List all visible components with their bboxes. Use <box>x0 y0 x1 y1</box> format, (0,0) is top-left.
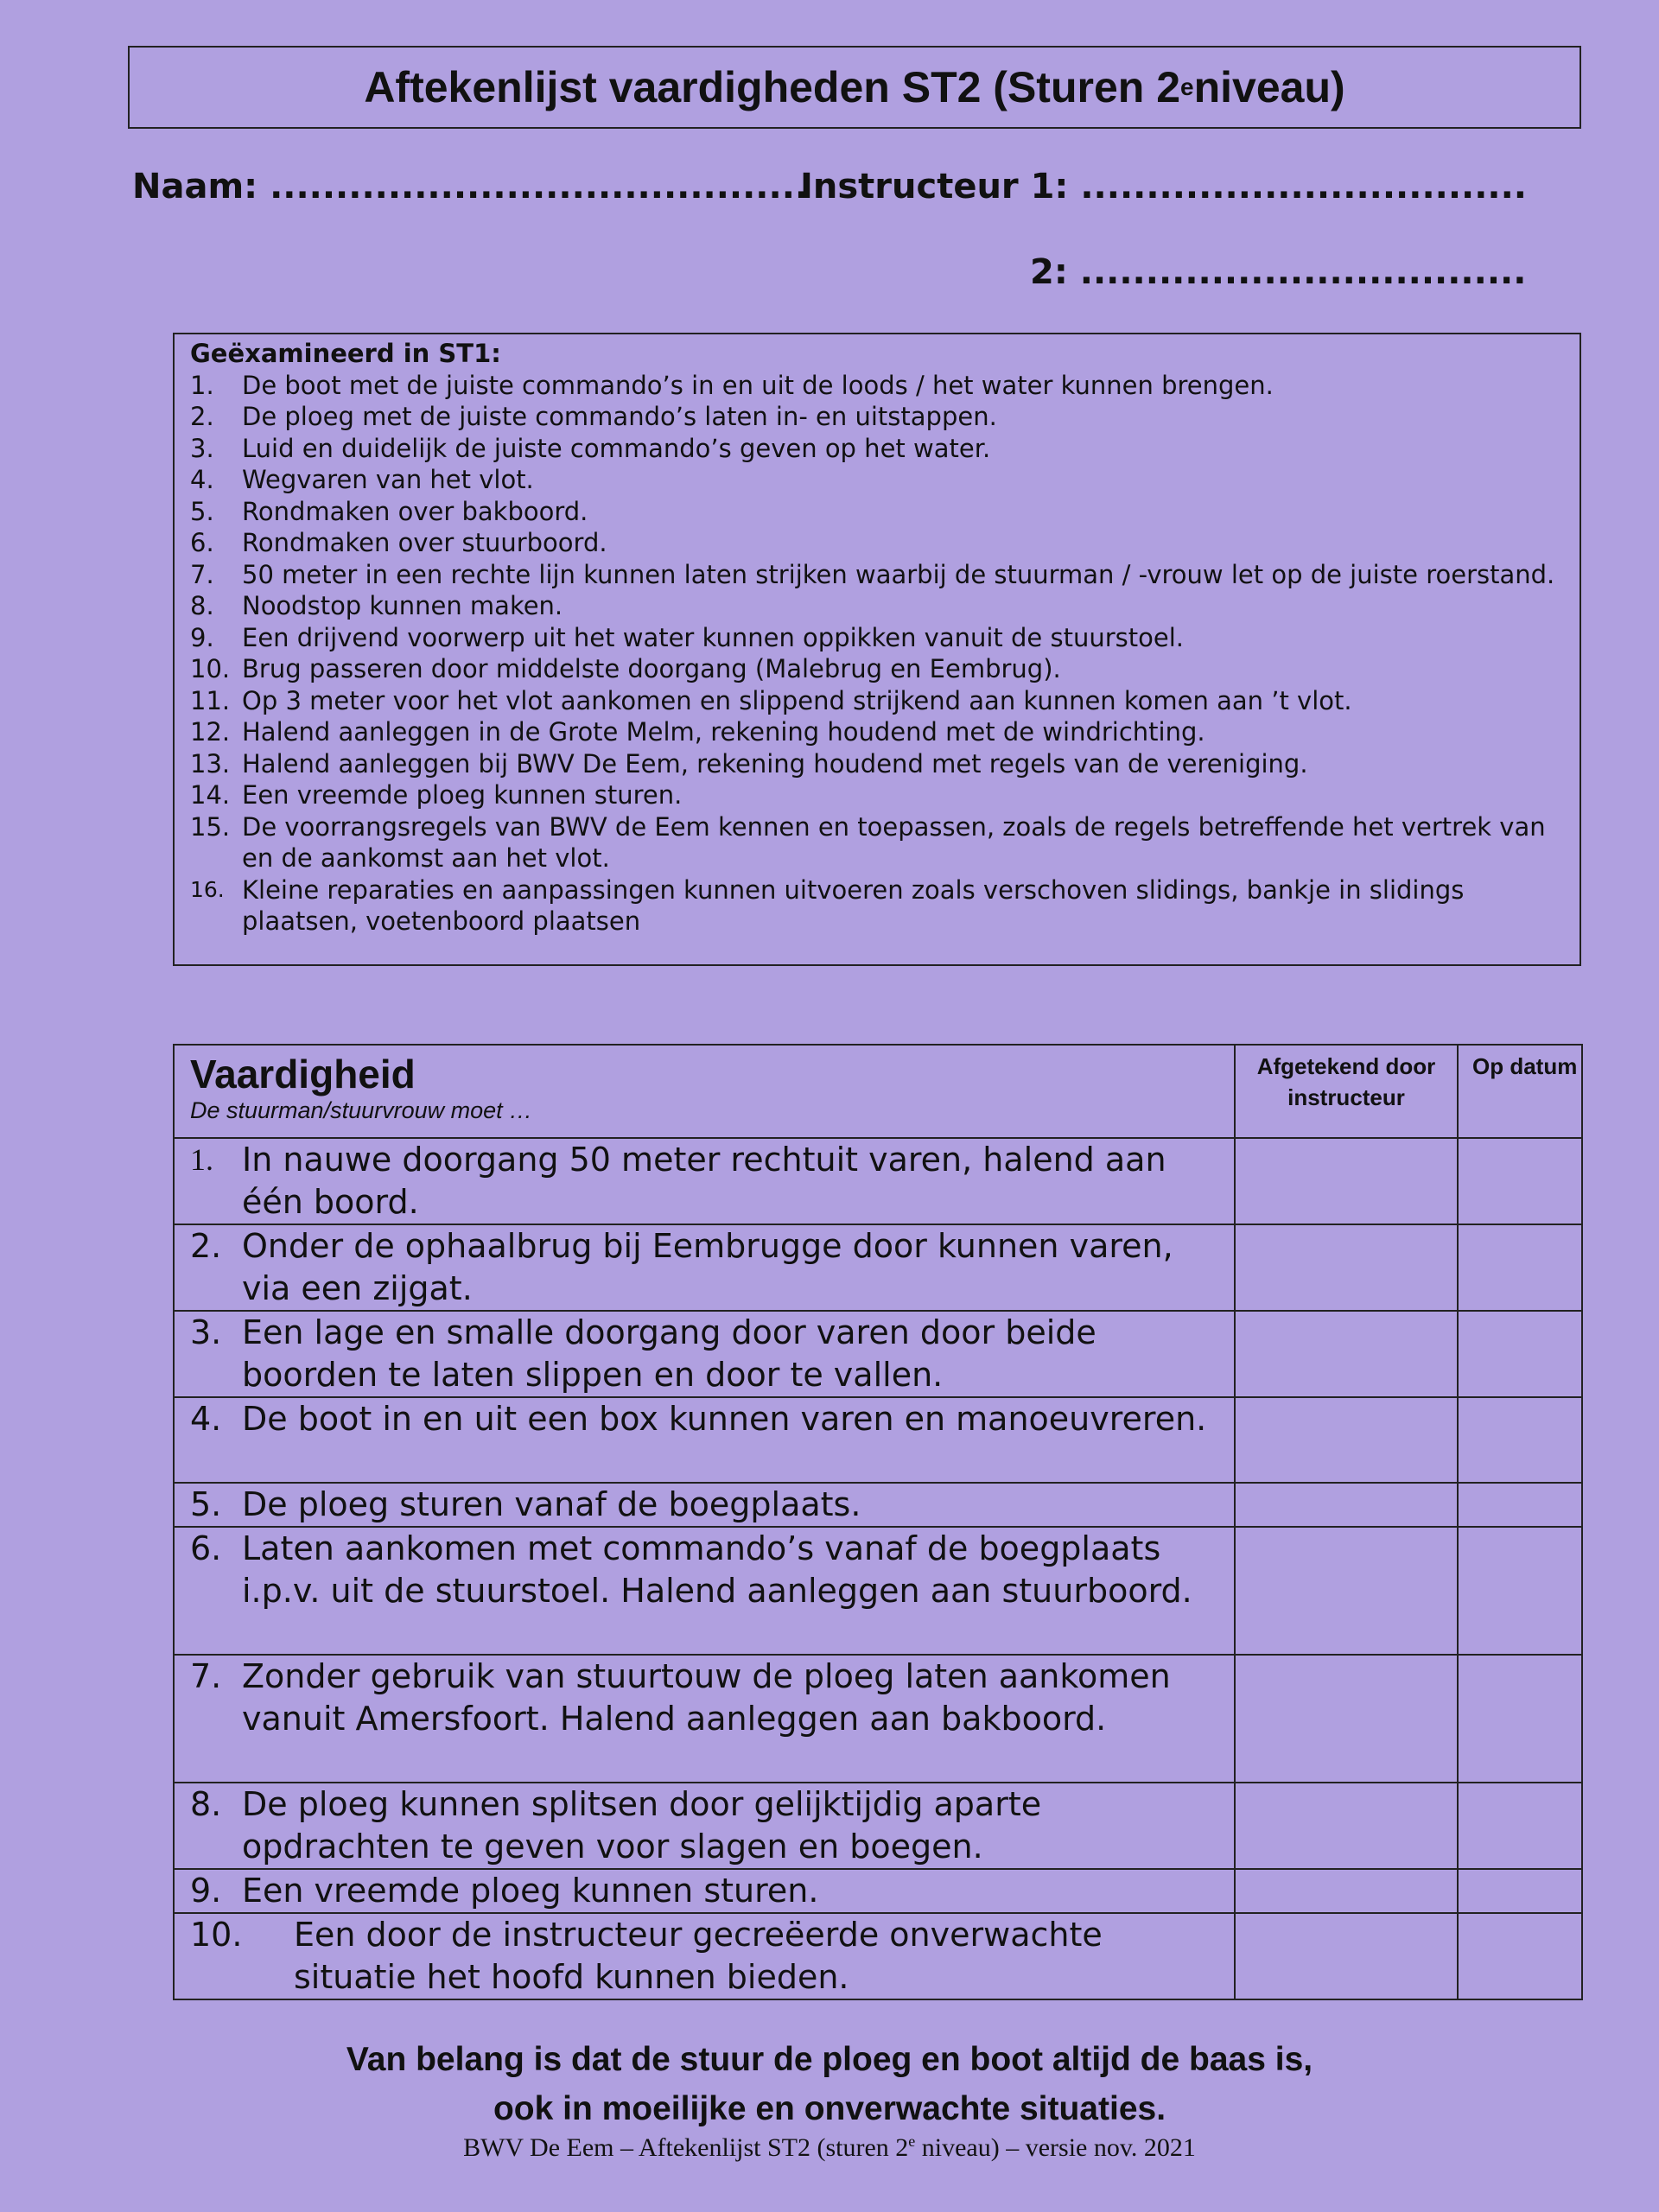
footer-sup: e <box>908 2133 916 2150</box>
title-sup: e <box>1180 73 1194 100</box>
date-cell[interactable] <box>1458 1655 1582 1783</box>
table-row <box>174 1913 1582 1999</box>
skill-entry <box>175 1398 1234 1440</box>
instructeur2-field[interactable] <box>1030 252 1526 292</box>
list-item <box>190 779 1564 811</box>
skill-number: 2. <box>190 1227 222 1265</box>
instructeur1-label: Instructeur 1: <box>800 167 1069 207</box>
signoff-cell[interactable] <box>1235 1913 1458 1999</box>
skill-cell <box>174 1224 1235 1311</box>
signoff-cell[interactable] <box>1235 1311 1458 1397</box>
skill-text: Een lage en smalle doorgang door varen door beide boorden te laten slippen en door te vallen. <box>242 1313 1096 1394</box>
list-item-text: De ploeg met de juiste commando’s laten in- en uitstappen. <box>242 402 997 431</box>
list-item <box>190 685 1564 717</box>
table-row <box>174 1869 1582 1913</box>
instructeur1-dots: .................................. <box>1080 167 1527 207</box>
signoff-cell[interactable] <box>1235 1869 1458 1913</box>
list-item-number: 12. <box>190 717 231 747</box>
skill-text: De ploeg sturen vanaf de boegplaats. <box>242 1485 861 1523</box>
list-item <box>190 401 1564 433</box>
skill-number: 1. <box>190 1142 213 1177</box>
date-cell[interactable] <box>1458 1869 1582 1913</box>
table-row <box>174 1783 1582 1869</box>
skill-number: 6. <box>190 1529 222 1567</box>
skill-text: In nauwe doorgang 50 meter rechtuit varen, halend aan één boord. <box>242 1141 1166 1221</box>
date-cell[interactable] <box>1458 1913 1582 1999</box>
skill-text: Laten aankomen met commando’s vanaf de boegplaats i.p.v. uit de stuurstoel. Halend aanleggen aan stuurboord. <box>242 1529 1192 1610</box>
list-item-number: 5. <box>190 496 214 526</box>
skill-cell <box>174 1397 1235 1483</box>
signoff-cell[interactable] <box>1235 1397 1458 1483</box>
page-title <box>128 46 1581 129</box>
date-cell[interactable] <box>1458 1527 1582 1655</box>
list-item-text: De voorrangsregels van BWV de Eem kennen en toepassen, zoals de regels betreffende het vertrek van en de aankomst aan het vlot. <box>242 811 1546 873</box>
list-item-number: 13. <box>190 748 231 779</box>
title-main: Aftekenlijst vaardigheden ST2 (Sturen 2 <box>364 63 1181 111</box>
footer-text-before: BWV De Eem – Aftekenlijst ST2 (sturen 2 <box>463 2133 909 2162</box>
signoff-cell[interactable] <box>1235 1483 1458 1527</box>
skill-text: Een door de instructeur gecreëerde onverwachte situatie het hoofd kunnen bieden. <box>294 1916 1103 1996</box>
header-vaardigheid-title: Vaardigheid <box>190 1052 416 1096</box>
list-item-text: Noodstop kunnen maken. <box>242 591 563 620</box>
list-item-text: Halend aanleggen in de Grote Melm, rekening houdend met de windrichting. <box>242 717 1205 747</box>
skill-text: Zonder gebruik van stuurtouw de ploeg laten aankomen vanuit Amersfoort. Halend aanleggen aan bakboord. <box>242 1657 1171 1738</box>
skill-entry <box>175 1870 1234 1912</box>
list-item-text: Brug passeren door middelste doorgang (Malebrug en Eembrug). <box>242 654 1061 683</box>
skill-number: 10. <box>190 1916 243 1954</box>
skill-entry <box>175 1139 1234 1224</box>
list-item-text: Wegvaren van het vlot. <box>242 465 534 494</box>
list-item-text: Op 3 meter voor het vlot aankomen en slippend strijkend aan kunnen komen aan ’t vlot. <box>242 685 1352 715</box>
skill-number: 7. <box>190 1657 222 1695</box>
footer <box>0 2133 1659 2163</box>
header-datum-label: Op datum <box>1472 1053 1578 1079</box>
skill-entry <box>175 1528 1234 1612</box>
header-afgetekend <box>1235 1045 1458 1138</box>
skill-cell <box>174 1783 1235 1869</box>
list-item <box>190 527 1564 559</box>
skill-entry <box>175 1783 1234 1868</box>
list-item <box>190 748 1564 780</box>
skill-cell <box>174 1527 1235 1655</box>
list-item-number: 16. <box>190 876 225 902</box>
list-item-text: Luid en duidelijk de juiste commando’s geven op het water. <box>242 433 991 463</box>
date-cell[interactable] <box>1458 1783 1582 1869</box>
instructeur1-field[interactable] <box>800 167 1527 207</box>
list-item-text: Rondmaken over bakboord. <box>242 496 588 526</box>
list-item <box>190 464 1564 496</box>
skill-number: 8. <box>190 1785 222 1823</box>
signoff-cell[interactable] <box>1235 1224 1458 1311</box>
skill-entry <box>175 1914 1234 1999</box>
list-item-text: Halend aanleggen bij BWV De Eem, rekening houdend met regels van de vereniging. <box>242 748 1308 779</box>
skill-text: Een vreemde ploeg kunnen sturen. <box>242 1872 819 1910</box>
skill-cell <box>174 1311 1235 1397</box>
table-row <box>174 1483 1582 1527</box>
list-item-number: 7. <box>190 559 214 589</box>
list-item-number: 3. <box>190 433 214 463</box>
footer-text-after: niveau) – versie nov. 2021 <box>915 2133 1196 2162</box>
date-cell[interactable] <box>1458 1311 1582 1397</box>
title-end: niveau) <box>1193 63 1345 111</box>
examined-heading: Geëxamineerd in ST1: <box>190 339 501 368</box>
skill-entry <box>175 1484 1234 1526</box>
skill-text: Onder de ophaalbrug bij Eembrugge door kunnen varen, via een zijgat. <box>242 1227 1173 1307</box>
date-cell[interactable] <box>1458 1138 1582 1224</box>
header-afgetekend-label: Afgetekend door instructeur <box>1256 1053 1436 1110</box>
list-item-number: 10. <box>190 654 231 683</box>
table-header-row <box>174 1045 1582 1138</box>
list-item <box>190 874 1564 938</box>
skill-text: De boot in en uit een box kunnen varen en manoeuvreren. <box>242 1400 1207 1438</box>
skill-entry <box>175 1312 1234 1396</box>
list-item <box>190 811 1564 874</box>
date-cell[interactable] <box>1458 1397 1582 1483</box>
list-item <box>190 496 1564 528</box>
skill-entry <box>175 1656 1234 1740</box>
list-item-number: 14. <box>190 780 231 810</box>
naam-field[interactable] <box>132 167 808 207</box>
skills-table <box>173 1044 1583 2000</box>
table-row <box>174 1311 1582 1397</box>
list-item-number: 8. <box>190 591 214 620</box>
table-row <box>174 1655 1582 1783</box>
skill-cell <box>174 1869 1235 1913</box>
header-datum <box>1458 1045 1582 1138</box>
list-item <box>190 590 1564 622</box>
signoff-cell[interactable] <box>1235 1783 1458 1869</box>
list-item-text: De boot met de juiste commando’s in en uit de loods / het water kunnen brengen. <box>242 370 1274 400</box>
skill-cell <box>174 1483 1235 1527</box>
skill-cell <box>174 1138 1235 1224</box>
list-item <box>190 653 1564 685</box>
skill-number: 3. <box>190 1313 222 1351</box>
table-row <box>174 1138 1582 1224</box>
list-item-text: 50 meter in een rechte lijn kunnen laten strijken waarbij de stuurman / -vrouw let op de juiste roerstand. <box>242 559 1555 589</box>
examined-st1-box <box>173 333 1581 966</box>
list-item-text: Rondmaken over stuurboord. <box>242 528 607 557</box>
list-item-number: 4. <box>190 465 214 494</box>
signoff-cell[interactable] <box>1235 1138 1458 1224</box>
list-item-text: Een vreemde ploeg kunnen sturen. <box>242 780 683 810</box>
list-item <box>190 716 1564 748</box>
skill-number: 4. <box>190 1400 222 1438</box>
naam-dots: ......................................... <box>270 167 809 207</box>
list-item <box>190 370 1564 402</box>
table-row <box>174 1527 1582 1655</box>
date-cell[interactable] <box>1458 1224 1582 1311</box>
examined-list <box>190 370 1564 938</box>
list-item-number: 15. <box>190 811 231 842</box>
closing-line-2: ook in moeilijke en onverwachte situaties. <box>493 2090 1166 2127</box>
date-cell[interactable] <box>1458 1483 1582 1527</box>
list-item-text: Een drijvend voorwerp uit het water kunnen oppikken vanuit de stuurstoel. <box>242 622 1184 652</box>
skill-cell <box>174 1913 1235 1999</box>
table-row <box>174 1397 1582 1483</box>
signoff-cell[interactable] <box>1235 1655 1458 1783</box>
table-row <box>174 1224 1582 1311</box>
skill-number: 9. <box>190 1872 222 1910</box>
list-item-number: 1. <box>190 370 214 400</box>
list-item <box>190 559 1564 591</box>
list-item <box>190 433 1564 465</box>
skill-number: 5. <box>190 1485 222 1523</box>
skill-entry <box>175 1225 1234 1310</box>
skill-text: De ploeg kunnen splitsen door gelijktijdig aparte opdrachten te geven voor slagen en boegen. <box>242 1785 1042 1866</box>
list-item <box>190 622 1564 654</box>
skill-cell <box>174 1655 1235 1783</box>
list-item-number: 2. <box>190 402 214 431</box>
header-vaardigheid <box>174 1045 1235 1138</box>
instructeur2-label: 2: <box>1030 252 1068 292</box>
header-vaardigheid-sub: De stuurman/stuurvrouw moet … <box>190 1097 533 1123</box>
signoff-cell[interactable] <box>1235 1527 1458 1655</box>
instructeur2-dots: .................................. <box>1079 252 1527 292</box>
naam-label: Naam: <box>132 167 258 207</box>
list-item-text: Kleine reparaties en aanpassingen kunnen uitvoeren zoals verschoven slidings, bankje in slidings plaatsen, voetenboord plaatsen <box>242 874 1465 936</box>
list-item-number: 6. <box>190 528 214 557</box>
list-item-number: 9. <box>190 622 214 652</box>
closing-line-1: Van belang is dat de stuur de ploeg en boot altijd de baas is, <box>346 2041 1313 2078</box>
list-item-number: 11. <box>190 685 231 715</box>
